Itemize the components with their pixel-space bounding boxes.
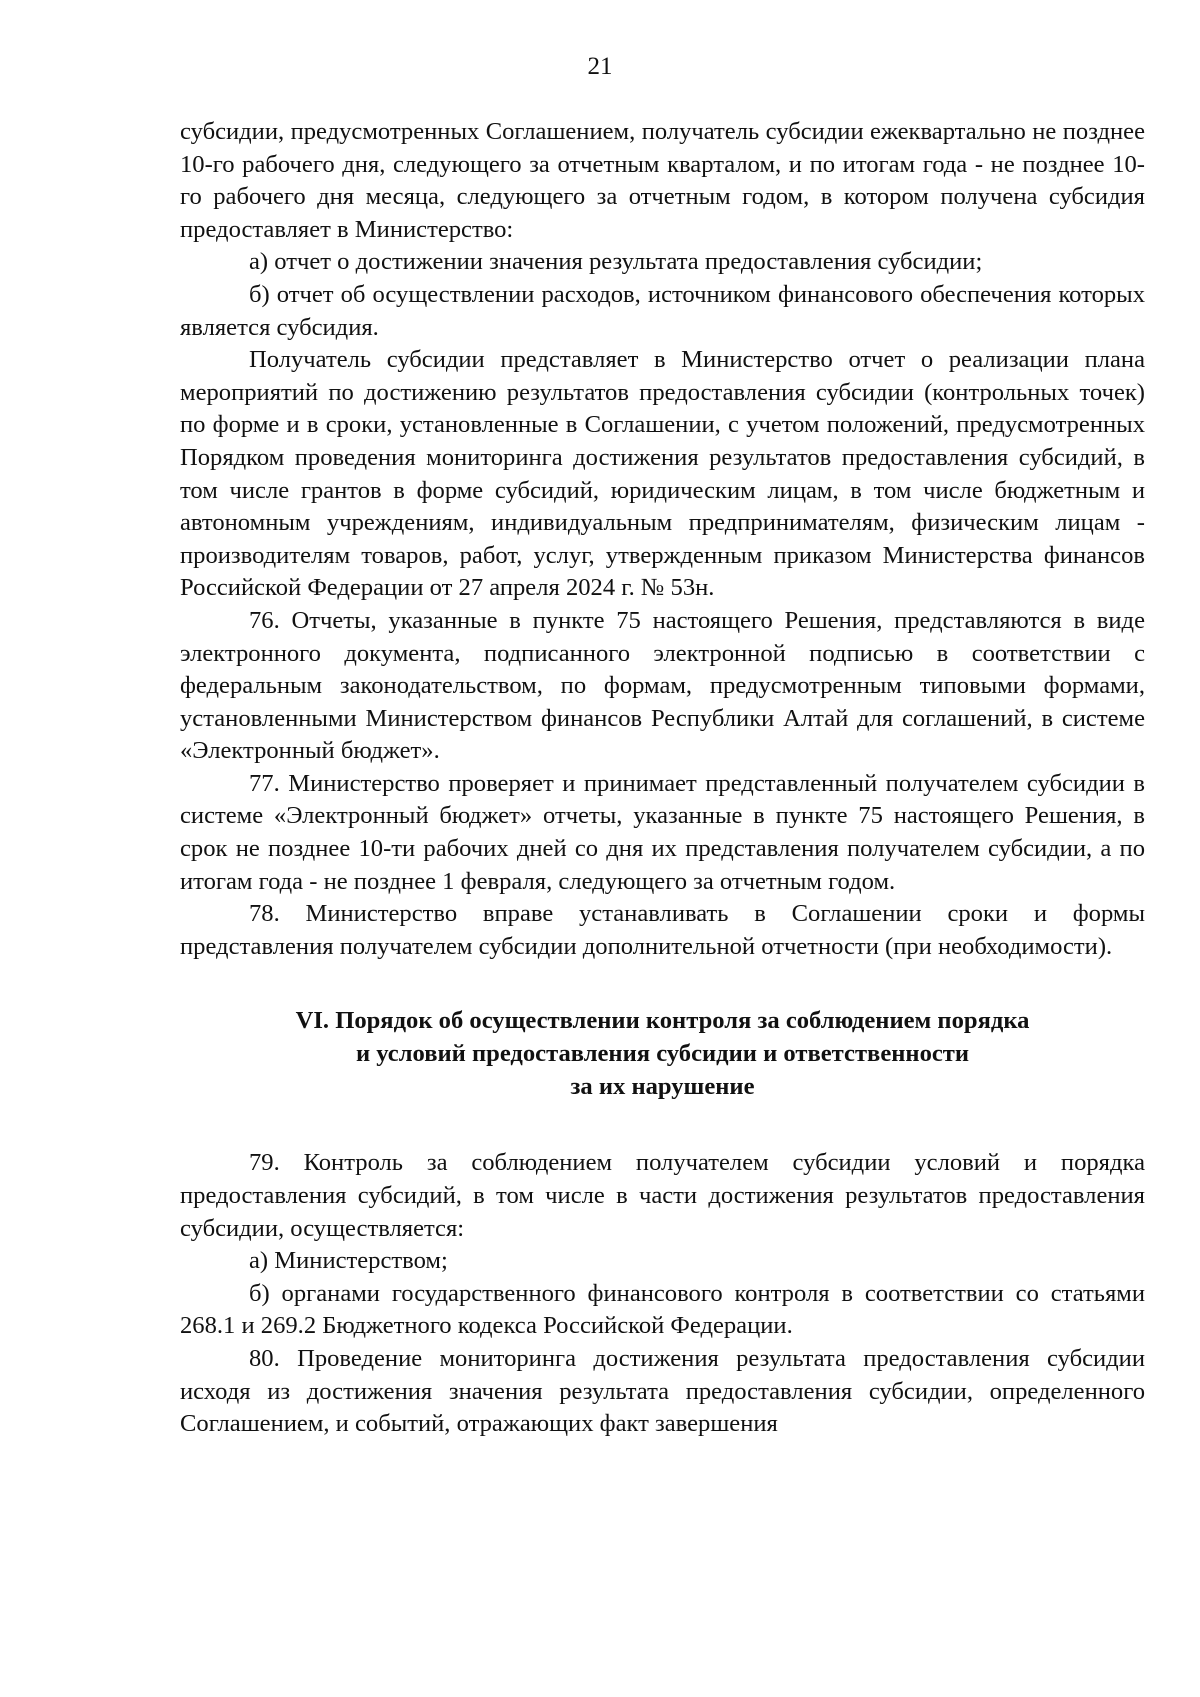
section-heading-line: и условий предоставления субсидии и ответственности [355,1040,970,1068]
paragraph: субсидии, предусмотренных Соглашением, получатель субсидии ежеквартально не позднее 10-го рабочего дня, следующего за отчетным кварталом, и по итогам года - не позднее 10-го рабочего дня месяца, следующего за отчетным годом, в котором получена субсидия предоставляет в Министерство: [180,118,1145,243]
document-body [180,116,1145,1441]
paragraph: 79. Контроль за соблюдением получателем субсидии условий и порядка предоставления субсидий, в том числе в части достижения результатов предоставления субсидии, осуществляется: [180,1149,1145,1242]
paragraph: б) отчет об осуществлении расходов, источником финансового обеспечения которых является субсидия. [180,280,1145,341]
paragraph: 78. Министерство вправе устанавливать в Соглашении сроки и формы представления получателем субсидии дополнительной отчетности (при необходимости). [180,900,1145,960]
paragraph: 80. Проведение мониторинга достижения результата предоставления субсидии исходя из достижения значения результата предоставления субсидии, определенного Соглашением, и событий, отражающих факт завершения [180,1345,1145,1438]
paragraph: а) Министерством; [249,1247,448,1275]
paragraph: 77. Министерство проверяет и принимает представленный получателем субсидии в системе «Электронный бюджет» отчеты, указанные в пункте 75 настоящего Решения, в срок не позднее 10-ти рабочих дней со дня их представления получателем субсидии, а по итогам года - не позднее 1 февраля, следующего за отчетным годом. [180,769,1145,895]
paragraph: б) органами государственного финансового контроля в соответствии со статьями 268.1 и 269.2 Бюджетного кодекса Российской Федерации. [180,1279,1145,1340]
paragraph: а) отчет о достижении значения результата предоставления субсидии; [249,248,983,276]
paragraph: Получатель субсидии представляет в Министерство отчет о реализации плана мероприятий по достижению результатов предоставления субсидии (контрольных точек) по форме и в сроки, установленные в Соглашении, с учетом положений, предусмотренных Порядком проведения мониторинга достижения результатов предоставления субсидий, в том числе грантов в форме субсидий, юридическим лицам, в том числе бюджетным и автономным учреждениям, индивидуальным предпринимателям, физическим лицам - производителям товаров, работ, услуг, утвержденным приказом Министерства финансов Российской Федерации от 27 апреля 2024 г. № 53н. [180,346,1145,602]
section-heading-line: за их нарушение [570,1073,755,1101]
section-heading-line: VI. Порядок об осуществлении контроля за соблюдением порядка [295,1007,1030,1035]
page-number: 21 [587,53,613,80]
section-heading [180,1004,1145,1103]
paragraph: 76. Отчеты, указанные в пункте 75 настоящего Решения, представляются в виде электронного документа, подписанного электронной подписью в соответствии с федеральным законодательством, по формам, предусмотренным типовыми формами, установленными Министерством финансов Республики Алтай для соглашений, в системе «Электронный бюджет». [180,606,1145,765]
